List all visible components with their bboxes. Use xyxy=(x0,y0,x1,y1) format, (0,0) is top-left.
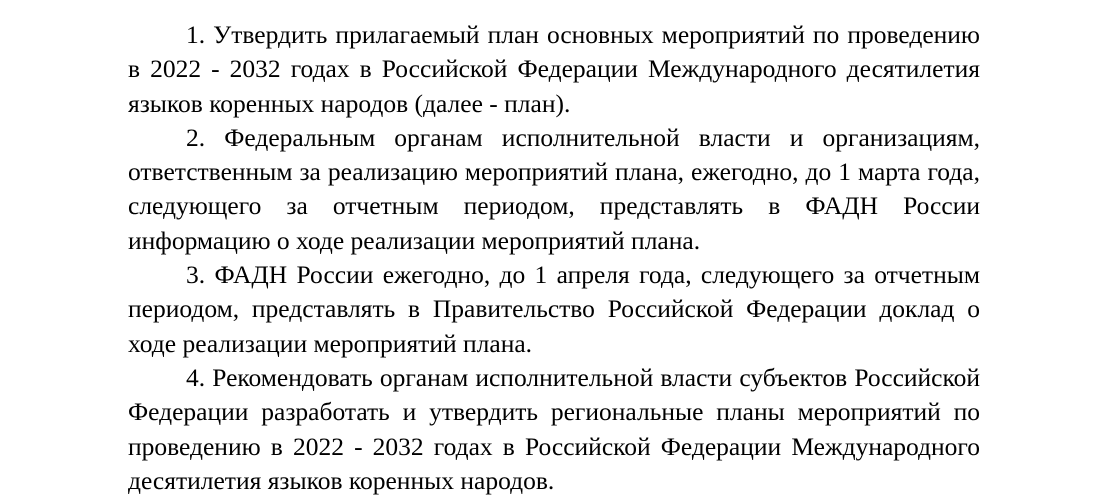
paragraph-item-2: 2. Федеральным органам исполнительной власти и организациям, ответственным за реализацию мероприятий плана, ежегодно, до 1 марта года, следующего за отчетным периодом, представлять в ФАДН России информацию о ходе реализации мероприятий плана. xyxy=(128,122,980,255)
paragraph-item-4: 4. Рекомендовать органам исполнительной власти субъектов Российской Федерации разработать и утвердить региональные планы мероприятий по проведению в 2022 - 2032 годах в Российской Федерации Международного десятилетия языков коренных народов. xyxy=(128,362,980,495)
paragraph-item-1: 1. Утвердить прилагаемый план основных мероприятий по проведению в 2022 - 2032 годах в Российской Федерации Международного десятилетия языков коренных народов (далее - план). xyxy=(128,20,980,118)
document-body xyxy=(128,18,980,498)
paragraph-item-3: 3. ФАДН России ежегодно, до 1 апреля года, следующего за отчетным периодом, представлять в Правительство Российской Федерации доклад о ходе реализации мероприятий плана. xyxy=(128,260,980,358)
